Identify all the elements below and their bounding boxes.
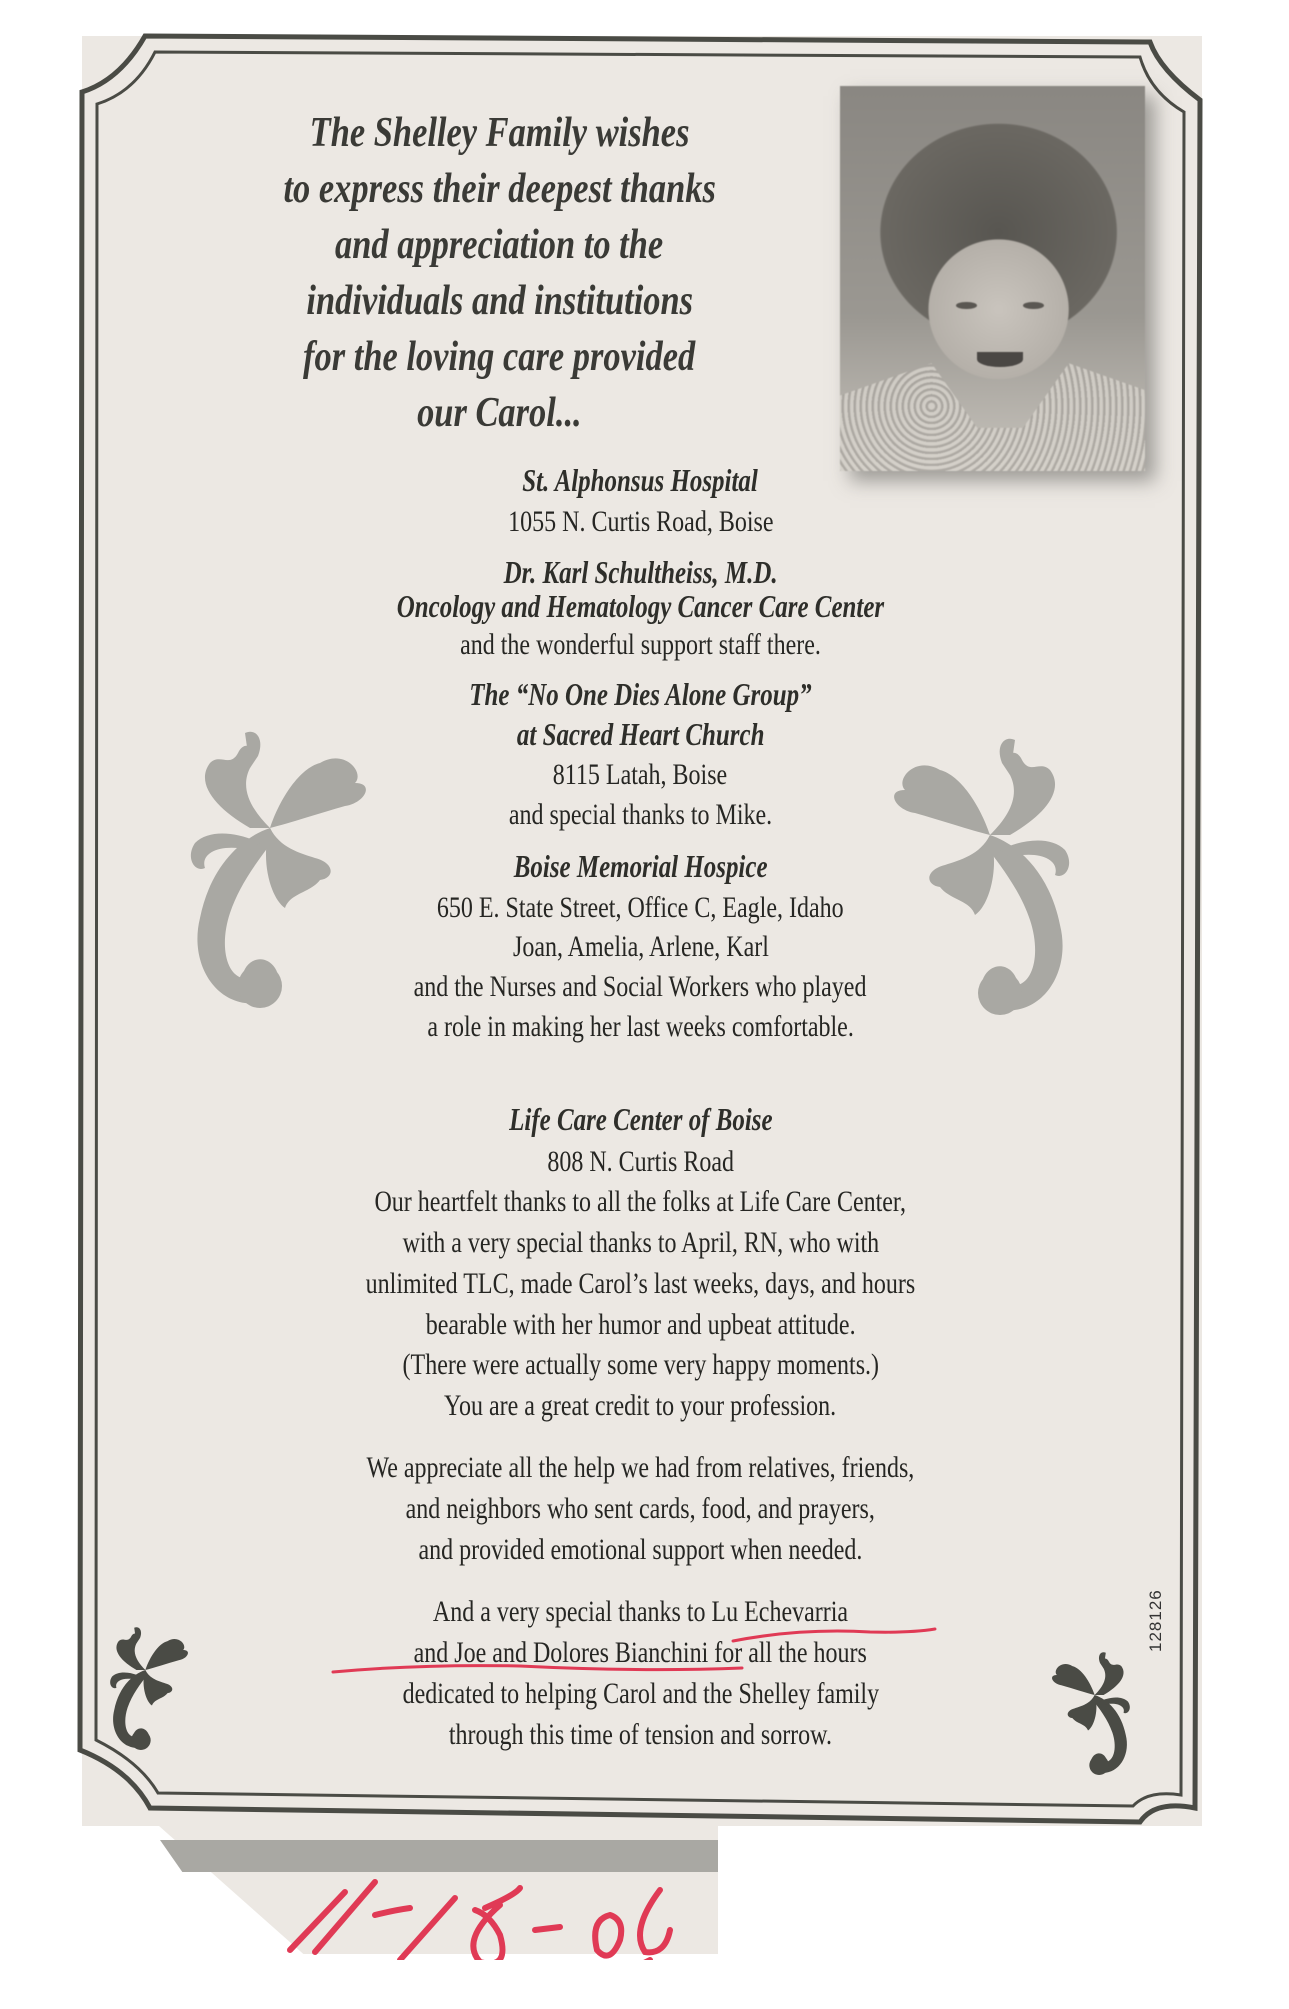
floral-ornament-right [885, 735, 1110, 1025]
closing-text: And a very special thanks to Lu Echevarria [432, 1595, 849, 1628]
clipping-gray-band [160, 1840, 718, 1872]
closing-text: We appreciate all the help we had from relatives, friends, [366, 1451, 915, 1484]
section-text: bearable with her humor and upbeat attitude. [425, 1308, 856, 1341]
heading-line: our Carol... [417, 390, 582, 436]
section-text: with a very special thanks to April, RN, who with [402, 1226, 879, 1259]
handwritten-date [285, 1870, 705, 1960]
section-text: a role in making her last weeks comfortable. [427, 1010, 854, 1043]
portrait-photo [840, 86, 1145, 471]
heading-line: The Shelley Family wishes [309, 110, 690, 156]
section-text: and the Nurses and Social Workers who played [414, 970, 867, 1003]
photo-detail [840, 363, 1145, 471]
section-title: Boise Memorial Hospice [513, 848, 768, 884]
section-subtitle: Oncology and Hematology Cancer Care Center [396, 588, 885, 624]
section-text: 808 N. Curtis Road [547, 1145, 734, 1178]
section-text: unlimited TLC, made Carol’s last weeks, days, and hours [365, 1267, 916, 1300]
floral-ornament-bottom-right [1048, 1650, 1148, 1780]
photo-detail [977, 352, 1023, 367]
closing-text: through this time of tension and sorrow. [448, 1718, 833, 1751]
section-title: Life Care Center of Boise [508, 1101, 773, 1137]
heading-line: for the loving care provided [303, 334, 696, 380]
closing-text: and provided emotional support when needed. [418, 1533, 863, 1566]
section-text: 650 E. State Street, Office C, Eagle, Idaho [437, 891, 844, 924]
heading-line: individuals and institutions [306, 278, 693, 324]
closing-text: and neighbors who sent cards, food, and prayers, [405, 1492, 876, 1525]
section-title: St. Alphonsus Hospital [522, 462, 759, 498]
section-text: and special thanks to Mike. [508, 798, 773, 831]
closing-text: and Joe and Dolores Bianchini for all the hours [413, 1636, 868, 1669]
floral-ornament-bottom-left [92, 1625, 192, 1755]
section-text: Our heartfelt thanks to all the folks at Life Care Center, [374, 1185, 907, 1218]
section-text: and the wonderful support staff there. [460, 628, 821, 661]
photo-detail [956, 302, 977, 310]
section-text: Joan, Amelia, Arlene, Karl [512, 930, 769, 963]
section-text: 1055 N. Curtis Road, Boise [507, 505, 774, 538]
heading-line: and appreciation to the [335, 222, 664, 268]
photo-detail [1023, 302, 1044, 310]
section-subtitle: at Sacred Heart Church [516, 716, 765, 752]
section-text: 8115 Latah, Boise [553, 758, 728, 791]
section-title: The “No One Dies Alone Group” [469, 676, 812, 712]
section-title: Dr. Karl Schultheiss, M.D. [503, 554, 778, 590]
section-text: You are a great credit to your profession. [444, 1389, 837, 1422]
closing-text: dedicated to helping Carol and the Shelley family [402, 1677, 879, 1710]
floral-ornament-left [150, 728, 375, 1018]
ad-id-number: 128126 [1146, 1589, 1165, 1652]
section-text: (There were actually some very happy moments.) [402, 1348, 879, 1381]
heading-line: to express their deepest thanks [283, 166, 716, 212]
